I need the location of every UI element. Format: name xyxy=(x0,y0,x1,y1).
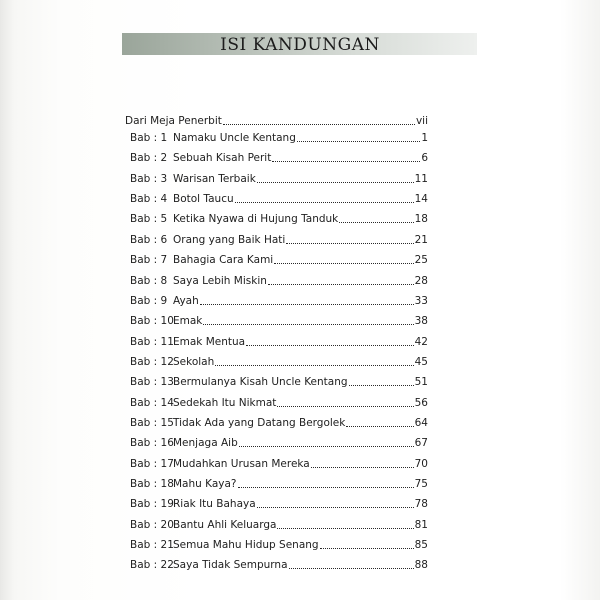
dot-leader xyxy=(239,446,414,447)
dot-leader xyxy=(215,365,414,366)
dot-leader xyxy=(277,406,414,407)
toc-page-number: 18 xyxy=(414,213,428,226)
toc-page-number: 25 xyxy=(414,254,428,267)
dot-leader xyxy=(203,324,414,325)
toc-row xyxy=(123,129,428,147)
toc-entry-title: Emak xyxy=(173,315,203,328)
toc-page-number: 14 xyxy=(414,193,428,206)
dot-leader xyxy=(346,426,414,427)
toc-page-number: 81 xyxy=(414,518,428,531)
toc-page-number: 56 xyxy=(414,396,428,409)
toc-row xyxy=(123,516,428,534)
toc-row xyxy=(123,312,428,330)
toc-row xyxy=(123,434,428,452)
dot-leader xyxy=(272,161,420,162)
toc-entry-title: Sekolah xyxy=(173,355,215,368)
toc-chapter-label: Bab : 13 xyxy=(130,376,174,389)
toc-chapter-label: Bab : 11 xyxy=(130,335,174,348)
toc-entry-title: Sedekah Itu Nikmat xyxy=(173,396,277,409)
toc-row xyxy=(123,536,428,554)
toc-chapter-label: Bab : 17 xyxy=(130,457,174,470)
toc-row xyxy=(123,170,428,188)
dot-leader xyxy=(289,568,414,569)
toc-page-number: 42 xyxy=(414,335,428,348)
toc-chapter-label: Bab : 14 xyxy=(130,396,174,409)
toc-row xyxy=(123,272,428,290)
dot-leader xyxy=(277,528,414,529)
dot-leader xyxy=(339,222,414,223)
toc-entry-title: Namaku Uncle Kentang xyxy=(173,132,296,144)
toc-row xyxy=(123,353,428,371)
dot-leader xyxy=(238,487,414,488)
dot-leader xyxy=(311,467,414,468)
toc-row xyxy=(123,495,428,513)
toc-entry-title: Ketika Nyawa di Hujung Tanduk xyxy=(173,213,339,226)
toc-page-number: 75 xyxy=(414,478,428,490)
toc-chapter-label: Bab : 6 xyxy=(130,233,168,246)
dot-leader xyxy=(223,124,415,125)
dot-leader xyxy=(286,243,414,244)
toc-page-number: 21 xyxy=(414,233,428,246)
toc-row xyxy=(123,556,428,574)
toc-entry-title: Emak Mentua xyxy=(173,335,246,348)
toc-chapter-label: Bab : 8 xyxy=(130,274,168,287)
toc-entry-title: Menjaga Aib xyxy=(173,437,238,450)
toc-row xyxy=(123,210,428,228)
toc-page-number: 85 xyxy=(414,539,428,551)
toc-page-number: 78 xyxy=(414,498,428,511)
toc-page-number: vii xyxy=(415,115,428,127)
toc-page-number: 33 xyxy=(414,294,428,307)
toc-chapter-label: Bab : 18 xyxy=(130,478,174,490)
toc-row xyxy=(123,190,428,208)
toc-chapter-label: Bab : 12 xyxy=(130,355,174,368)
toc-entry-title: Sebuah Kisah Perit xyxy=(173,152,272,165)
toc-page-number: 51 xyxy=(414,376,428,389)
dot-leader xyxy=(320,548,414,549)
toc-entry-title: Tidak Ada yang Datang Bergolek xyxy=(173,416,346,429)
toc-entry-title: Dari Meja Penerbit xyxy=(125,115,222,127)
toc-row xyxy=(123,394,428,412)
toc-entry-title: Saya Tidak Sempurna xyxy=(173,559,288,572)
toc-page-number: 67 xyxy=(414,437,428,450)
toc-row xyxy=(123,149,428,167)
toc-chapter-label: Bab : 7 xyxy=(130,254,168,267)
toc-page-number: 88 xyxy=(414,559,428,572)
toc-page-number: 70 xyxy=(414,457,428,470)
toc-chapter-label: Bab : 21 xyxy=(130,539,174,551)
toc-entry-title: Ayah xyxy=(173,294,199,307)
toc-chapter-label: Bab : 1 xyxy=(130,132,168,144)
toc-entry-title: Warisan Terbaik xyxy=(173,172,256,185)
toc-chapter-label: Bab : 20 xyxy=(130,518,174,531)
dot-leader xyxy=(257,507,414,508)
dot-leader xyxy=(349,385,414,386)
toc-row xyxy=(123,333,428,351)
toc-entry-title: Mahu Kaya? xyxy=(173,478,237,490)
toc-entry-title: Bantu Ahli Keluarga xyxy=(173,518,277,531)
dot-leader xyxy=(297,141,420,142)
toc-entry-title: Riak Itu Bahaya xyxy=(173,498,256,511)
toc-page-number: 64 xyxy=(414,416,428,429)
toc-entry-title: Bermulanya Kisah Uncle Kentang xyxy=(173,376,348,389)
toc-entry-title: Botol Taucu xyxy=(173,193,234,206)
dot-leader xyxy=(268,284,414,285)
dot-leader xyxy=(235,202,414,203)
toc-entry-title: Orang yang Baik Hati xyxy=(173,233,286,246)
toc-chapter-label: Bab : 15 xyxy=(130,416,174,429)
toc-chapter-label: Bab : 22 xyxy=(130,559,174,572)
dot-leader xyxy=(274,263,414,264)
toc-chapter-label: Bab : 10 xyxy=(130,315,174,328)
toc-entry-title: Mudahkan Urusan Mereka xyxy=(173,457,310,470)
toc-row xyxy=(123,373,428,391)
toc-page-number: 28 xyxy=(414,274,428,287)
toc-entry-title: Bahagia Cara Kami xyxy=(173,254,274,267)
toc-page-number: 6 xyxy=(421,152,428,165)
dot-leader xyxy=(246,345,414,346)
dot-leader xyxy=(200,304,414,305)
toc-row xyxy=(123,251,428,269)
toc-row xyxy=(123,414,428,432)
toc-chapter-label: Bab : 9 xyxy=(130,294,168,307)
toc-entry-title: Semua Mahu Hidup Senang xyxy=(173,539,319,551)
toc-intro-row xyxy=(123,112,428,130)
page-title: ISI KANDUNGAN xyxy=(220,35,380,55)
toc-chapter-label: Bab : 5 xyxy=(130,213,168,226)
toc-row xyxy=(123,475,428,493)
toc-row xyxy=(123,455,428,473)
dot-leader xyxy=(257,182,414,183)
toc-chapter-label: Bab : 2 xyxy=(130,152,168,165)
toc-row xyxy=(123,292,428,310)
toc-chapter-label: Bab : 3 xyxy=(130,172,168,185)
toc-page-number: 1 xyxy=(421,132,428,144)
toc-chapter-label: Bab : 19 xyxy=(130,498,174,511)
toc-page-number: 38 xyxy=(414,315,428,328)
toc-row xyxy=(123,231,428,249)
toc-entry-title: Saya Lebih Miskin xyxy=(173,274,267,287)
toc-page-number: 11 xyxy=(414,172,428,185)
toc-chapter-label: Bab : 4 xyxy=(130,193,168,206)
toc-chapter-label: Bab : 16 xyxy=(130,437,174,450)
toc-page-number: 45 xyxy=(414,355,428,368)
